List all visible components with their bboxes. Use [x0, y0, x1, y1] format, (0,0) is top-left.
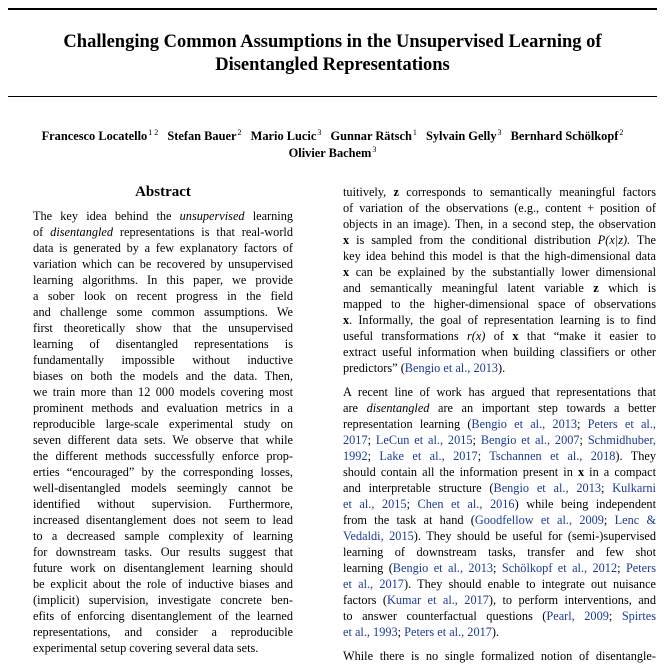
- citation-link[interactable]: Vedaldi, 2015: [343, 529, 414, 543]
- abstract-line: learning of disentangled representations is: [33, 337, 293, 351]
- text-line: predictors” (Bengio et al., 2013).: [343, 361, 506, 375]
- abstract-line: biases on both the models and the data. Then,: [33, 369, 293, 383]
- abstract-line: for downstream tasks. Our results suggest that: [33, 545, 293, 559]
- abstract-line: (implicit) supervision, investigate concrete ben-: [33, 593, 293, 607]
- citation-link[interactable]: LeCun et al., 2015: [375, 433, 473, 447]
- citation-link[interactable]: Kumar et al., 2017: [386, 593, 489, 607]
- abstract-line: representations, and consider a reproducible: [33, 625, 293, 639]
- abstract-line: of disentangled representations is that real-world: [33, 225, 293, 239]
- abstract-line: the different methods successfully enforce prop-: [33, 449, 293, 463]
- abstract-heading: Abstract: [135, 184, 191, 200]
- text-line: Vedaldi, 2015). They should be useful for (semi-)supervised: [343, 529, 656, 543]
- citation-link[interactable]: Schmidhuber,: [587, 433, 656, 447]
- text-line: tuitively, z corresponds to semantically meaningful factors: [343, 185, 656, 199]
- text-line: representation learning (Bengio et al., 2013; Peters et al.,: [343, 417, 656, 431]
- text-line: et al., 2017). They should enable to integrate out nuisance: [343, 577, 657, 591]
- abstract-line: fundamentally impossible without inductive: [33, 353, 293, 367]
- citation-link[interactable]: Kulkarni: [612, 481, 656, 495]
- abstract-line: be explicit about the role of inductive biases and: [33, 577, 293, 591]
- citation-link[interactable]: Bengio et al., 2013: [392, 561, 494, 575]
- author-list-line-2: [8, 141, 657, 162]
- abstract-line: The key idea behind the unsupervised learning: [33, 209, 293, 223]
- citation-link[interactable]: Spirtes: [621, 609, 656, 623]
- abstract-line: efits of enforcing disentanglement of the learned: [33, 609, 293, 623]
- text-line: mapped to the higher-dimensional space of observations: [343, 297, 656, 311]
- abstract-line: well-disentangled models seemingly cannot be: [33, 481, 293, 495]
- abstract-line: a sober look on recent progress in the field: [33, 289, 293, 303]
- abstract-line: first theoretically show that the unsupervised: [33, 321, 293, 335]
- text-line: 1992; Lake et al., 2017; Tschannen et al., 2018). They: [343, 449, 656, 463]
- text-line: et al., 2015; Chen et al., 2016) while being independent: [343, 497, 656, 511]
- citation-link[interactable]: Peters: [625, 561, 656, 575]
- bottom-rule: [8, 96, 657, 97]
- abstract-line: learning algorithms. In this paper, we provide: [33, 273, 293, 287]
- intro-paragraph-2: [343, 384, 656, 640]
- citation-link[interactable]: Tschannen et al., 2018: [489, 449, 616, 463]
- text-line: factors (Kumar et al., 2017), to perform interventions, and: [343, 593, 656, 607]
- citation-link[interactable]: 1992: [343, 449, 368, 463]
- intro-paragraph-1: [343, 184, 656, 376]
- text-line: and interpretable structure (Bengio et al., 2013; Kulkarni: [343, 481, 656, 495]
- citation-link[interactable]: 2017: [343, 433, 368, 447]
- abstract-line: seven different data sets. We observe that while: [33, 433, 293, 447]
- abstract-body: [33, 208, 293, 656]
- abstract-line: future work on disentanglement learning should: [33, 561, 293, 575]
- abstract-line: and challenge some common assumptions. We: [33, 305, 293, 319]
- citation-link[interactable]: et al., 2015: [343, 497, 407, 511]
- abstract-line: reproducible large-scale experimental study on: [33, 417, 293, 431]
- abstract-line: data is generated by a few explanatory factors of: [33, 241, 293, 255]
- author: Bernhard Schölkopf$^2$: [510, 128, 624, 144]
- abstract-line: prominent methods and evaluation metrics in a: [33, 401, 293, 415]
- author: Mario Lucic$^3$: [250, 128, 322, 144]
- citation-link[interactable]: Bengio et al., 2007: [480, 433, 580, 447]
- author: Olivier Bachem$^3$: [288, 145, 377, 161]
- citation-link[interactable]: et al., 1993: [343, 625, 398, 639]
- citation-link[interactable]: Schölkopf et al., 2012: [501, 561, 618, 575]
- citation-link[interactable]: Lenc &: [614, 513, 657, 527]
- text-line: key idea behind this model is that the high-dimensional data: [343, 249, 656, 263]
- paper-title-line-1: Challenging Common Assumptions in the Unsupervised Learning of: [63, 32, 602, 52]
- text-line: et al., 1993; Peters et al., 2017).: [343, 625, 500, 639]
- abstract-line: experimental setup covering several data sets.: [33, 641, 259, 655]
- text-line: should contain all the information present in x in a compact: [343, 465, 656, 479]
- abstract-line: variation which can be recovered by unsupervised: [33, 257, 293, 271]
- citation-link[interactable]: Bengio et al., 2013: [404, 361, 499, 375]
- text-line: of variation of the observations (e.g., content + position of: [343, 201, 656, 215]
- intro-paragraph-3: [343, 648, 656, 664]
- citation-link[interactable]: Bengio et al., 2013: [471, 417, 578, 431]
- citation-link[interactable]: Chen et al., 2016: [417, 497, 515, 511]
- abstract-line: to a decreased sample complexity of learning: [33, 529, 293, 543]
- abstract-line: we train more than 12 000 models covering most: [33, 385, 293, 399]
- text-line: and semantically meaningful latent variable z which is: [343, 281, 657, 295]
- citation-link[interactable]: Peters et al.,: [587, 417, 656, 431]
- author: Francesco Locatello$^{1 2}$: [41, 128, 159, 144]
- text-line: x. Informally, the goal of representation learning is to find: [343, 313, 656, 327]
- citation-link[interactable]: et al., 2017: [343, 577, 404, 591]
- text-line: to answer counterfactual questions (Pearl, 2009; Spirtes: [343, 609, 656, 623]
- text-line: learning of downstream tasks, transfer and few shot: [343, 545, 656, 559]
- author: Gunnar Rätsch$^1$: [330, 128, 417, 144]
- citation-link[interactable]: Pearl, 2009: [546, 609, 609, 623]
- abstract-line: identified without supervision. Furthermore,: [33, 497, 293, 511]
- text-line: learning (Bengio et al., 2013; Schölkopf et al., 2012; Peters: [343, 561, 656, 575]
- text-line: x can be explained by the substantially lower dimensional: [343, 265, 656, 279]
- citation-link[interactable]: Goodfellow et al., 2009: [474, 513, 604, 527]
- text-line: A recent line of work has argued that representations that: [343, 385, 656, 399]
- author: Sylvain Gelly$^3$: [425, 128, 502, 144]
- abstract-line: increased disentanglement does not seem to lead: [33, 513, 293, 527]
- text-line: x is sampled from the conditional distribution P(x|z). The: [343, 233, 656, 247]
- text-line: useful transformations r(x) of x that “make it easier to: [343, 329, 656, 343]
- text-line: objects in an image). Then, in a second step, the observation: [343, 217, 656, 231]
- paper-title-line-2: Disentangled Representations: [215, 55, 450, 75]
- citation-link[interactable]: Bengio et al., 2013: [493, 481, 602, 495]
- text-line: While there is no single formalized notion of disentangle-: [343, 649, 656, 663]
- abstract-line: erties “encouraged” by the corresponding losses,: [33, 465, 293, 479]
- text-line: extract useful information when building classifiers or other: [343, 345, 656, 359]
- author: Stefan Bauer$^2$: [167, 128, 242, 144]
- text-line: are disentangled are an important step towards a better: [343, 401, 656, 415]
- text-line: 2017; LeCun et al., 2015; Bengio et al., 2007; Schmidhuber,: [343, 433, 656, 447]
- citation-link[interactable]: Peters et al., 2017: [404, 625, 492, 639]
- citation-link[interactable]: Lake et al., 2017: [379, 449, 478, 463]
- text-line: from the task at hand (Goodfellow et al., 2009; Lenc &: [343, 513, 657, 527]
- top-rule: [8, 8, 657, 10]
